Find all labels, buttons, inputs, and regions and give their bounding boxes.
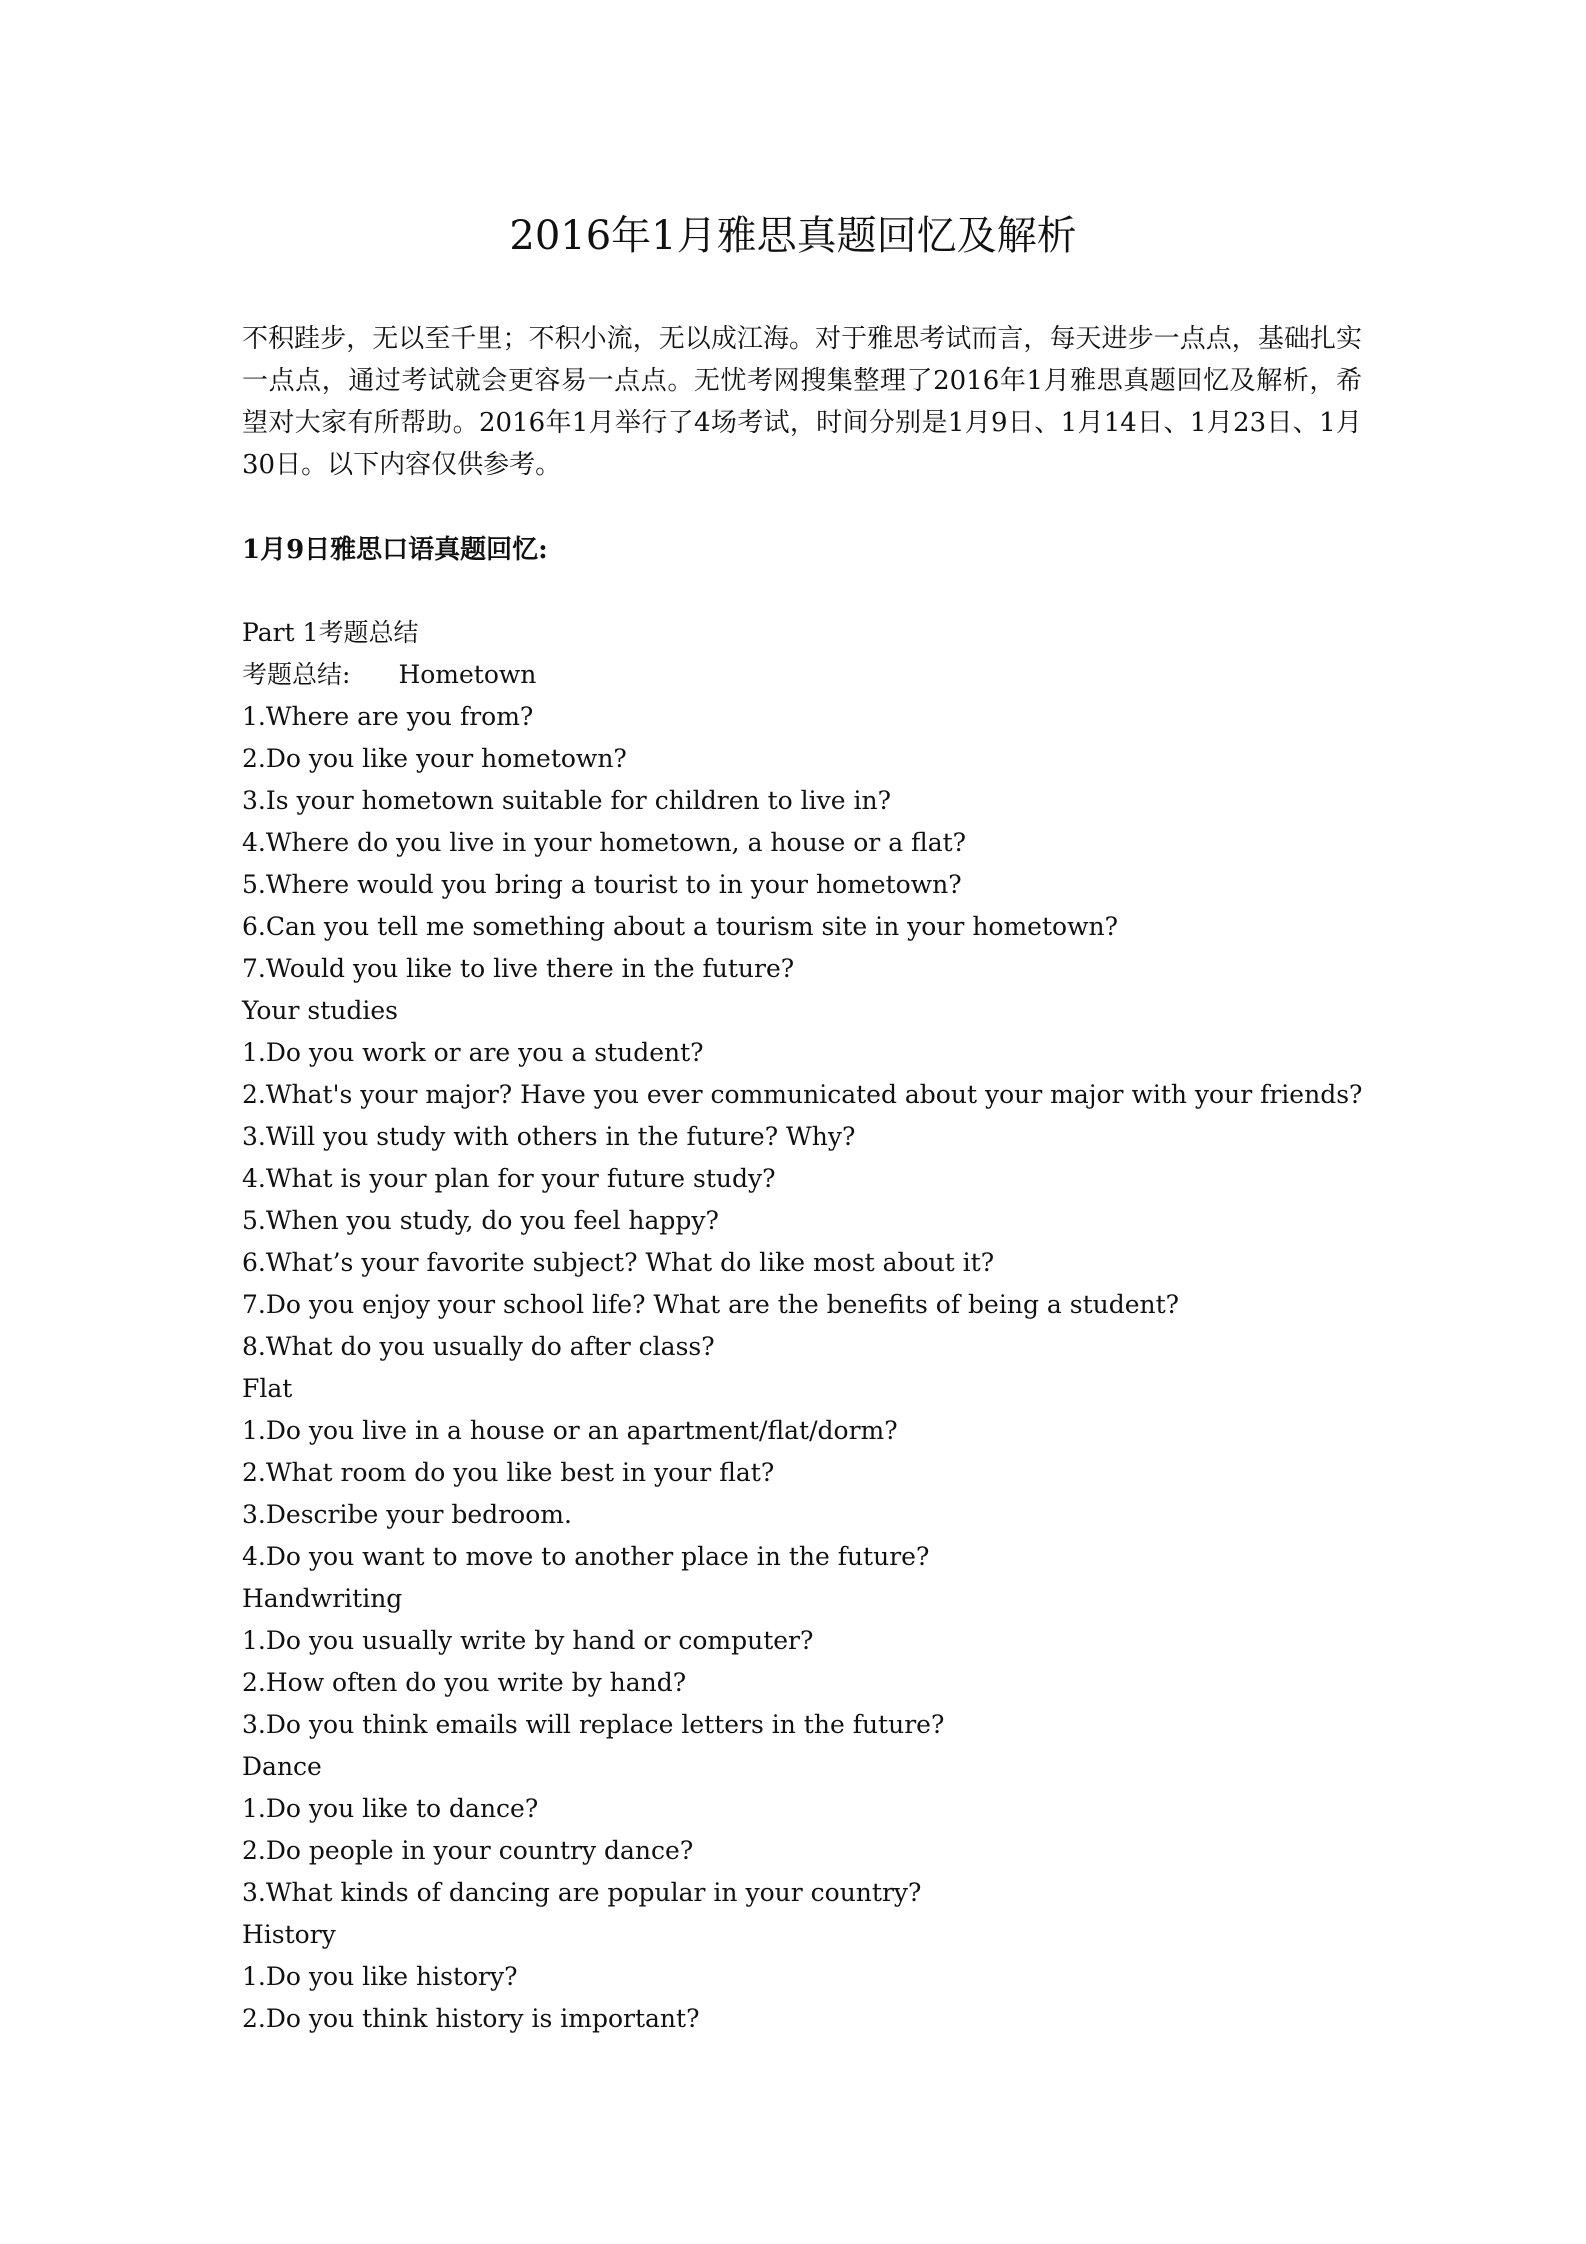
question-item: 1.Do you work or are you a student? [242, 1038, 704, 1067]
question-item: 4.What is your plan for your future study? [242, 1164, 776, 1193]
question-item: 3.What kinds of dancing are popular in your country? [242, 1878, 922, 1907]
topic-history: History [242, 1920, 336, 1949]
topic-handwriting: Handwriting [242, 1584, 403, 1613]
question-item: 4.Where do you live in your hometown, a house or a flat? [242, 828, 967, 857]
question-item: 6.Can you tell me something about a tourism site in your hometown? [242, 912, 1118, 941]
intro-paragraph: 不积跬步，无以至千里；不积小流，无以成江海。对于雅思考试而言，每天进步一点点，基础扎实一点点，通过考试就会更容易一点点。无忧考网搜集整理了2016年1月雅思真题回忆及解析，希望对大家有所帮助。2016年1月举行了4场考试，时间分别是1月9日、1月14日、1月23日、1月30日。以下内容仅供参考。 [242, 324, 1362, 480]
summary-label: 考题总结: [242, 660, 351, 689]
question-item: 7.Would you like to live there in the future? [242, 954, 795, 983]
topic-dance: Dance [242, 1752, 322, 1781]
topic-flat: Flat [242, 1374, 293, 1403]
page-title: 2016年1月雅思真题回忆及解析 [509, 213, 1077, 259]
part-title: Part 1考题总结 [242, 618, 419, 647]
question-item: 2.What's your major? Have you ever communicated about your major with your friends? [242, 1080, 1363, 1109]
question-item: 4.Do you want to move to another place in the future? [242, 1542, 930, 1571]
question-item: 5.Where would you bring a tourist to in your hometown? [242, 870, 962, 899]
question-item: 6.What’s your favorite subject? What do like most about it? [242, 1248, 995, 1277]
question-item: 2.What room do you like best in your flat? [242, 1458, 775, 1487]
question-item: 1.Do you usually write by hand or computer? [242, 1626, 814, 1655]
question-item: 1.Do you like history? [242, 1962, 518, 1991]
question-item: 1.Where are you from? [242, 702, 534, 731]
question-item: 3.Is your hometown suitable for children to live in? [242, 786, 891, 815]
topic-studies: Your studies [242, 996, 398, 1025]
question-item: 8.What do you usually do after class? [242, 1332, 715, 1361]
question-item: 2.Do people in your country dance? [242, 1836, 694, 1865]
question-item: 3.Do you think emails will replace letters in the future? [242, 1710, 945, 1739]
question-item: 3.Will you study with others in the future? Why? [242, 1122, 856, 1151]
question-item: 1.Do you live in a house or an apartment/flat/dorm? [242, 1416, 898, 1445]
summary-line [242, 654, 1362, 696]
question-list [242, 612, 1362, 2040]
section-heading: 1月9日雅思口语真题回忆: [242, 535, 548, 565]
question-item: 3.Describe your bedroom. [242, 1500, 572, 1529]
question-item: 5.When you study, do you feel happy? [242, 1206, 719, 1235]
question-item: 2.Do you think history is important? [242, 2004, 700, 2033]
question-item: 7.Do you enjoy your school life? What are the benefits of being a student? [242, 1290, 1180, 1319]
question-item: 2.Do you like your hometown? [242, 744, 627, 773]
question-item: 2.How often do you write by hand? [242, 1668, 687, 1697]
topic-hometown: Hometown [398, 660, 537, 689]
question-item: 1.Do you like to dance? [242, 1794, 539, 1823]
